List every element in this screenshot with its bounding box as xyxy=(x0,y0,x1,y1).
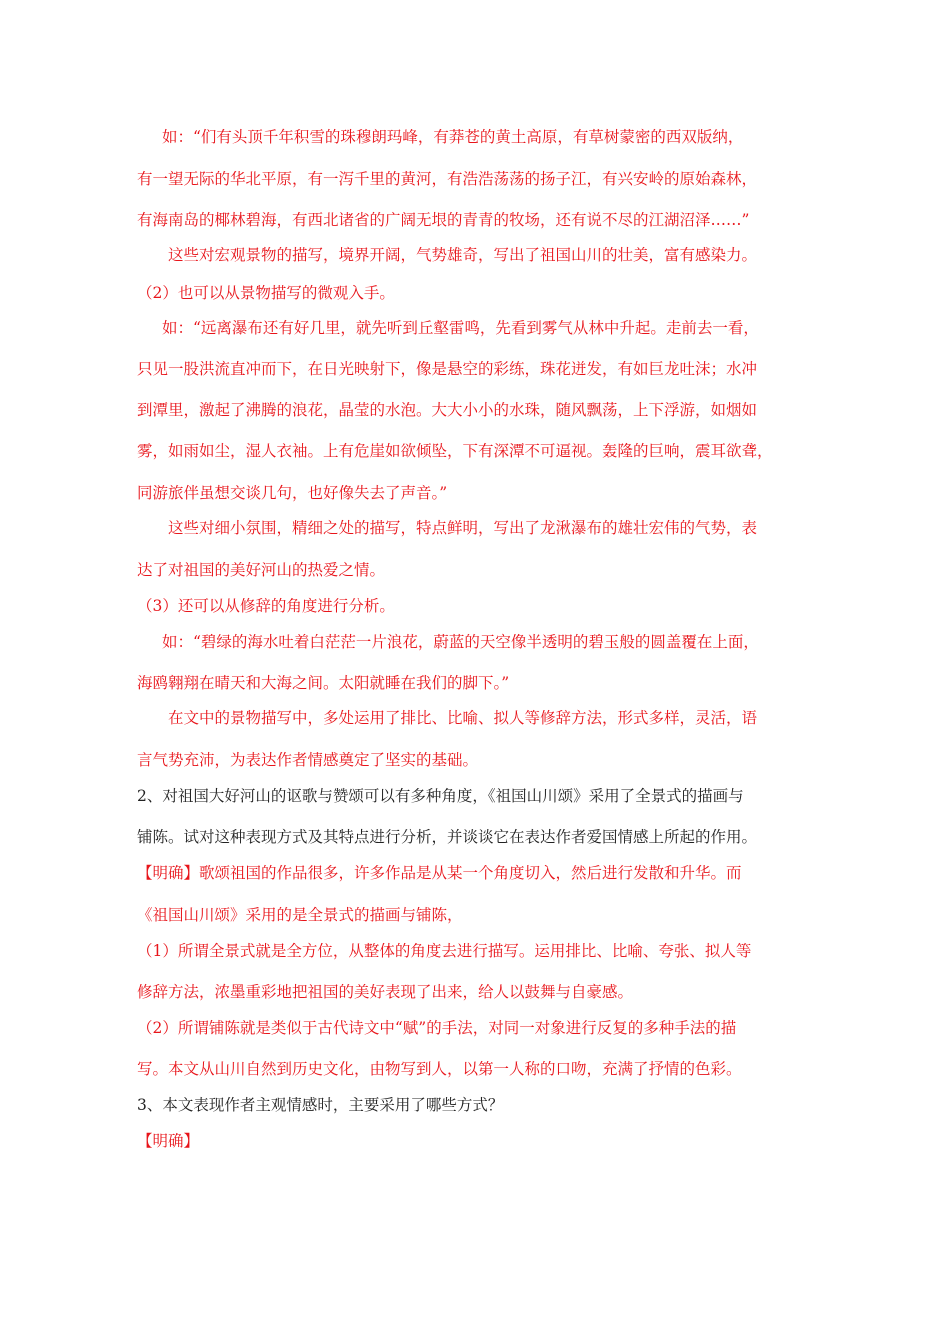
example-quote-line: 如：“们有头顶千年积雪的珠穆朗玛峰，有莽苍的黄土高原，有草树蒙密的西双版纳， xyxy=(162,128,744,146)
answer-paragraph: （1）所谓全景式就是全方位，从整体的角度去进行描写。运用排比、比喻、夸张、拟人等 xyxy=(137,942,752,960)
example-quote-line: 只见一股洪流直冲而下，在日光映射下，像是悬空的彩练，珠花迸发，有如巨龙吐沫；水冲 xyxy=(137,360,758,378)
answer-paragraph: （2）所谓铺陈就是类似于古代诗文中“赋”的手法，对同一对象进行反复的多种手法的描 xyxy=(137,1019,737,1037)
example-quote-line: 同游旅伴虽想交谈几句，也好像失去了声音。” xyxy=(137,484,448,502)
example-quote-line: 到潭里，激起了沸腾的浪花，晶莹的水泡。大大小小的水珠，随风飘荡，上下浮游，如烟如 xyxy=(137,401,758,419)
question-text: 2、对祖国大好河山的讴歌与赞颂可以有多种角度，《祖国山川颂》采用了全景式的描画与 xyxy=(137,787,744,805)
example-quote-line: 海鸥翱翔在晴天和大海之间。太阳就睡在我们的脚下。” xyxy=(137,674,510,692)
answer-paragraph: 修辞方法，浓墨重彩地把祖国的美好表现了出来，给人以鼓舞与自豪感。 xyxy=(137,983,634,1001)
example-quote-line: 有一望无际的华北平原，有一泻千里的黄河，有浩浩荡荡的扬子江，有兴安岭的原始森林， xyxy=(137,170,758,188)
question-text: 铺陈。试对这种表现方式及其特点进行分析，并谈谈它在表达作者爱国情感上所起的作用。 xyxy=(137,828,758,846)
example-quote-line: 如：“远离瀑布还有好几里，就先听到丘壑雷鸣，先看到雾气从林中升起。走前去一看， xyxy=(162,319,759,337)
example-quote-line: 如：“碧绿的海水吐着白茫茫一片浪花，蔚蓝的天空像半透明的碧玉般的圆盖覆在上面， xyxy=(162,633,759,651)
analysis-paragraph: 这些对细小氛围，精细之处的描写，特点鲜明，写出了龙湫瀑布的雄壮宏伟的气势，表 xyxy=(168,519,758,537)
answer-label: 【明确】 xyxy=(137,1132,200,1150)
question-text: 3、本文表现作者主观情感时，主要采用了哪些方式？ xyxy=(137,1096,504,1114)
analysis-paragraph: 达了对祖国的美好河山的热爱之情。 xyxy=(137,561,386,579)
analysis-paragraph: 这些对宏观景物的描写，境界开阔，气势雄奇，写出了祖国山川的壮美，富有感染力。 xyxy=(168,246,758,264)
answer-paragraph: 【明确】歌颂祖国的作品很多，许多作品是从某一个角度切入，然后进行发散和升华。而 xyxy=(137,864,742,882)
answer-paragraph: 写。本文从山川自然到历史文化，由物写到人，以第一人称的口吻，充满了抒情的色彩。 xyxy=(137,1060,742,1078)
analysis-paragraph: 在文中的景物描写中，多处运用了排比、比喻、拟人等修辞方法，形式多样，灵活，语 xyxy=(168,709,758,727)
answer-paragraph: 《祖国山川颂》采用的是全景式的描画与铺陈， xyxy=(137,906,463,924)
point-heading: （2）也可以从景物描写的微观入手。 xyxy=(137,284,395,302)
analysis-paragraph: 言气势充沛，为表达作者情感奠定了坚实的基础。 xyxy=(137,751,479,769)
point-heading: （3）还可以从修辞的角度进行分析。 xyxy=(137,597,395,615)
example-quote-line: 雾，如雨如尘，湿人衣袖。上有危崖如欲倾坠，下有深潭不可逼视。轰隆的巨响，震耳欲聋， xyxy=(137,442,773,460)
example-quote-line: 有海南岛的椰林碧海，有西北诸省的广阔无垠的青青的牧场，还有说不尽的江湖沼泽……” xyxy=(137,211,750,229)
